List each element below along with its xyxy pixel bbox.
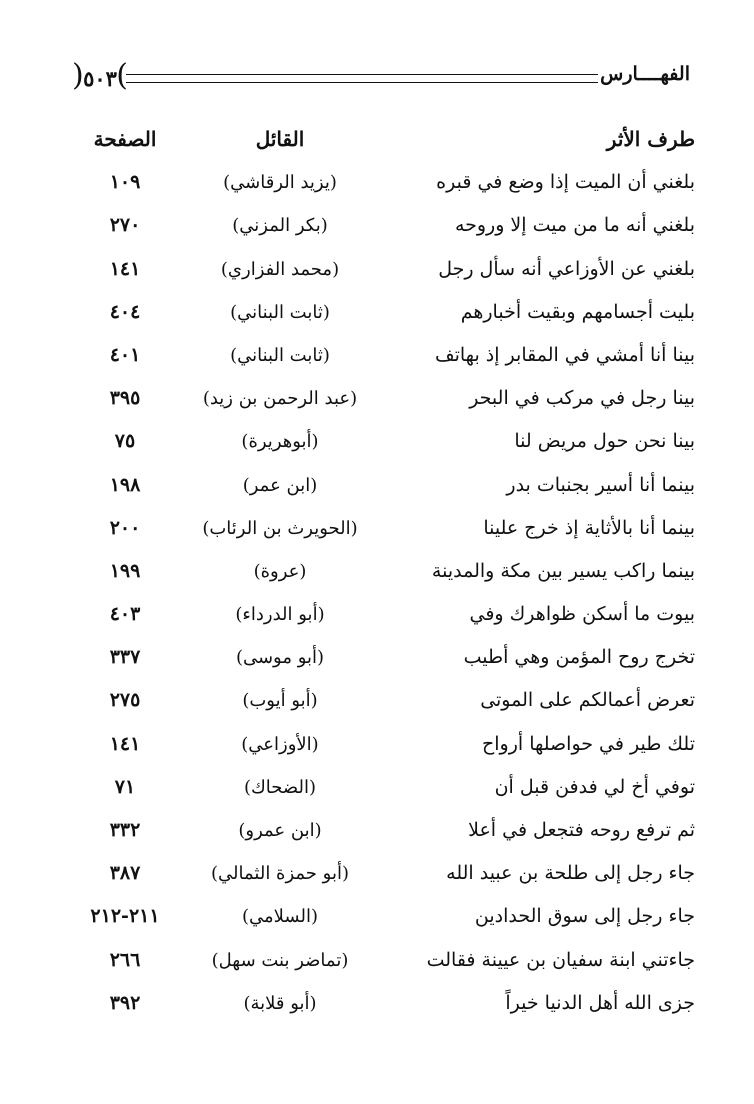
table-row: [70, 679, 695, 722]
column-header-page: الصفحة: [93, 127, 157, 151]
index-table: [70, 118, 695, 1025]
row-speaker: (أبو قلابة): [243, 992, 317, 1014]
row-speaker: (أبو أيوب): [242, 690, 318, 712]
row-text: تخرج روح المؤمن وهي أطيب: [463, 646, 695, 669]
table-row: [70, 766, 695, 809]
row-text: بلغني عن الأوزاعي أنه سأل رجل: [438, 257, 695, 280]
row-text: جاءتني ابنة سفيان بن عيينة فقالت: [426, 948, 695, 971]
row-page: ٢٦٦: [109, 948, 141, 971]
table-row: [70, 593, 695, 636]
row-speaker: (يزيد الرقاشي): [223, 172, 337, 194]
row-page: ٣٩٥: [109, 387, 141, 410]
row-page: ٤٠١: [109, 343, 141, 366]
row-page: ٣٩٢: [109, 991, 141, 1014]
row-text: بينا أنا أمشي في المقابر إذ بهاتف: [434, 343, 695, 366]
row-speaker: (أبوهريرة): [241, 431, 319, 453]
row-page: ٤٠٤: [109, 300, 141, 323]
table-row: [70, 809, 695, 852]
row-page: ٣٣٢: [109, 819, 141, 841]
row-speaker: (عروة): [253, 560, 307, 582]
page-number: ( ٥٠٣ ): [74, 60, 126, 96]
row-page: ٢٧٥: [109, 689, 141, 712]
row-text: بلغني أنه ما من ميت إلا وروحه: [454, 214, 695, 237]
row-speaker: (ثابت البناني): [230, 301, 330, 323]
row-page: ٢٧٠: [109, 214, 141, 237]
row-speaker: (الحويرث بن الرئاب): [202, 517, 358, 539]
table-row: [70, 161, 695, 204]
row-text: ثم ترفع روحه فتجعل في أعلا: [468, 819, 695, 841]
row-speaker: (ثابت البناني): [230, 344, 330, 366]
row-speaker: (الضحاك): [243, 776, 317, 798]
table-row: [70, 507, 695, 550]
table-row: [70, 723, 695, 766]
row-text: بيوت ما أسكن ظواهرك وفي: [469, 603, 695, 626]
row-page: ٢١١-٢١٢: [90, 905, 160, 928]
row-text: توفي أخ لي فدفن قبل أن: [494, 775, 695, 798]
table-row: [70, 420, 695, 463]
table-body: [70, 161, 695, 1025]
row-speaker: (عبد الرحمن بن زيد): [202, 388, 358, 410]
row-text: بينا رجل في مركب في البحر: [469, 387, 695, 410]
row-page: ٧١: [114, 775, 136, 798]
row-speaker: (محمد الفزاري): [220, 258, 340, 280]
table-row: [70, 334, 695, 377]
row-speaker: (بكر المزني): [232, 215, 328, 237]
row-speaker: (أبو موسى): [235, 647, 325, 669]
row-text: جزى الله أهل الدنيا خيراً: [505, 991, 695, 1014]
row-speaker: (أبو الدرداء): [235, 604, 325, 626]
row-page: ٣٨٧: [109, 862, 141, 885]
row-speaker: (أبو حمزة الثمالي): [211, 863, 349, 885]
table-header-row: [70, 118, 695, 161]
row-text: جاء رجل إلى سوق الحدادين: [474, 905, 695, 928]
row-speaker: (تماضر بنت سهل): [211, 949, 349, 971]
row-page: ١٤١: [109, 257, 141, 280]
row-page: ٧٥: [114, 430, 136, 453]
row-text: تعرض أعمالكم على الموتى: [480, 689, 695, 712]
column-header-text: طرف الأثر: [606, 127, 695, 151]
table-row: [70, 939, 695, 982]
row-page: ٣٣٧: [109, 646, 141, 669]
row-speaker: (السلامي): [242, 906, 318, 928]
table-row: [70, 377, 695, 420]
table-row: [70, 204, 695, 247]
table-row: [70, 982, 695, 1025]
table-row: [70, 636, 695, 679]
row-page: ١٩٨: [109, 473, 141, 496]
row-speaker: (الأوزاعي): [241, 733, 319, 755]
row-text: بينما راكب يسير بين مكة والمدينة: [431, 559, 695, 582]
row-speaker: (ابن عمر): [242, 474, 318, 496]
header-rule: [126, 74, 598, 83]
row-page: ١٩٩: [109, 559, 141, 582]
page-header: [74, 60, 690, 98]
row-page: ٤٠٣: [109, 603, 141, 626]
running-title: الفهــــارس: [600, 63, 690, 85]
row-text: بينا نحن حول مريض لنا: [514, 430, 695, 453]
row-text: تلك طير في حواصلها أرواح: [482, 732, 695, 755]
table-row: [70, 895, 695, 938]
row-speaker: (ابن عمرو): [238, 820, 322, 841]
column-header-speaker: القائل: [255, 127, 305, 151]
row-page: ٢٠٠: [109, 516, 141, 539]
table-row: [70, 291, 695, 334]
row-page: ١٤١: [109, 732, 141, 755]
row-text: بينما أنا أسير بجنبات بدر: [506, 473, 695, 496]
row-page: ١٠٩: [109, 171, 141, 194]
table-row: [70, 852, 695, 895]
row-text: بليت أجسامهم وبقيت أخبارهم: [460, 300, 695, 323]
table-row: [70, 550, 695, 593]
row-text: بلغني أن الميت إذا وضع في قبره: [436, 171, 695, 194]
table-row: [70, 464, 695, 507]
table-row: [70, 248, 695, 291]
row-text: جاء رجل إلى طلحة بن عبيد الله: [446, 862, 695, 885]
row-text: بينما أنا بالأثاية إذ خرج علينا: [483, 516, 695, 539]
